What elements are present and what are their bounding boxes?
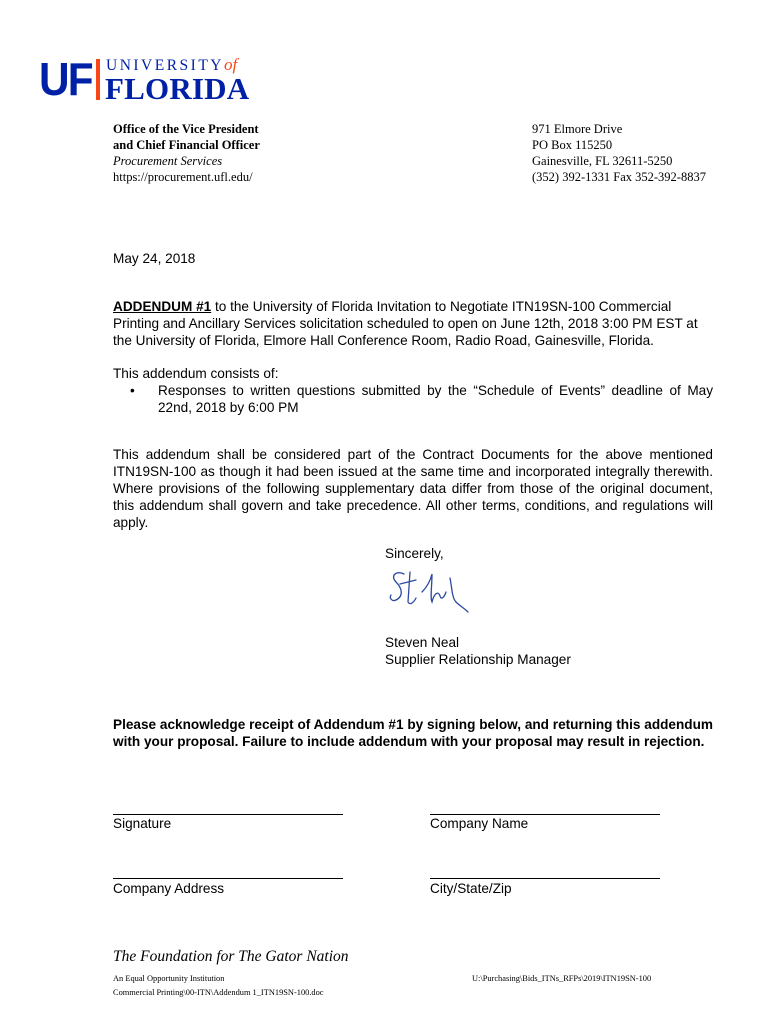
office-address-block xyxy=(113,121,260,185)
phone-fax: (352) 392-1331 Fax 352-392-8837 xyxy=(532,170,706,184)
office-line-1: Office of the Vice President xyxy=(113,122,259,136)
city-state-zip-line[interactable] xyxy=(430,878,660,879)
signature-label: Signature xyxy=(113,816,172,831)
company-address-label: Company Address xyxy=(113,881,225,896)
closing-salutation: Sincerely, xyxy=(385,546,444,561)
consists-lead: This addendum consists of: xyxy=(113,366,279,381)
footer-document-path: Commercial Printing\00-ITN\Addendum 1_ITN19SN-100.doc xyxy=(113,988,324,997)
signer-name: Steven Neal xyxy=(385,635,460,650)
footer-file-path: U:\Purchasing\Bids_ITNs_RFPs\2019\ITN19SN-100 xyxy=(472,974,652,983)
po-box: PO Box 115250 xyxy=(532,138,613,152)
footer-tagline: The Foundation for The Gator Nation xyxy=(113,948,349,965)
logo-university-word: UNIVERSITY xyxy=(106,57,224,74)
logo-florida-text: FLORIDA xyxy=(105,71,250,106)
department-name: Procurement Services xyxy=(113,154,223,168)
uf-logo-mark: UF xyxy=(39,53,92,105)
office-line-2: and Chief Financial Officer xyxy=(113,138,260,152)
handwritten-signature xyxy=(386,562,476,622)
company-name-label: Company Name xyxy=(430,816,529,831)
letter-date: May 24, 2018 xyxy=(113,251,196,266)
acknowledgement-notice: Please acknowledge receipt of Addendum #1 by signing below, and returning this addendum with your proposal. Failure to include addendum with your proposal may result in rejection. xyxy=(113,717,713,749)
city-state-zip-label: City/State/Zip xyxy=(430,881,512,896)
logo-of-word: of xyxy=(224,55,238,74)
street-address: 971 Elmore Drive xyxy=(532,122,623,136)
addendum-label: ADDENDUM #1 xyxy=(113,299,212,314)
intro-text: to the University of Florida Invitation to Negotiate ITN19SN-100 Commercial Printing and Ancillary Services solicitation scheduled to open on June 12th, 2018 3:00 PM EST at the University of Florida, Elmore Hall Conference Room, Radio Road, Gainesville, Florida. xyxy=(113,299,698,348)
signer-title: Supplier Relationship Manager xyxy=(385,652,571,667)
company-address-line[interactable] xyxy=(113,878,343,879)
list-item-text: Responses to written questions submitted by the “Schedule of Events” deadline of May 22nd, 2018 by 6:00 PM xyxy=(158,383,713,415)
bullet-icon: • xyxy=(130,383,135,398)
footer-eeo-statement: An Equal Opportunity Institution xyxy=(113,974,225,983)
procurement-url: https://procurement.ufl.edu/ xyxy=(113,170,253,184)
intro-paragraph xyxy=(113,298,713,349)
logo-divider xyxy=(96,59,100,100)
city-state-zip-address: Gainesville, FL 32611-5250 xyxy=(532,154,673,168)
mailing-address-block xyxy=(532,121,706,185)
terms-paragraph: This addendum shall be considered part of the Contract Documents for the above mentioned ITN19SN-100 as though it had been issued at the same time and incorporated integrally therewith. Where provisions of the following supplementary data differ from those of the original document, this addendum shall govern and take precedence. All other terms, conditions, and regulations will apply. xyxy=(113,447,713,530)
